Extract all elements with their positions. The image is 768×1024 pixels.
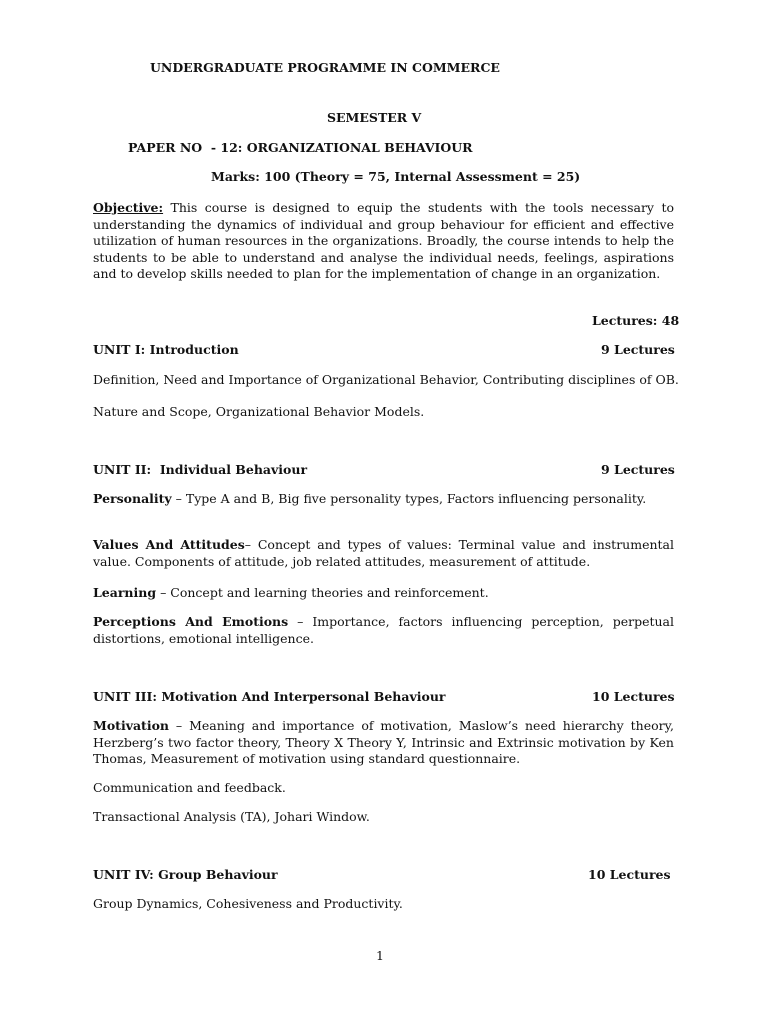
motivation-text: – Meaning and importance of motivation, Maslow’s need hierarchy theory, Herzberg’s two factor theory, Theory X Theory Y, Intrinsic and Extrinsic motivation by Ken Thomas, Measurement of motivation using standard questionnaire.	[93, 718, 674, 766]
unit-1-heading	[93, 342, 674, 357]
learning-text: – Concept and learning theories and reinforcement.	[156, 585, 489, 600]
objective-label: Objective:	[93, 200, 164, 215]
unit-3-heading	[93, 689, 674, 704]
programme-title: UNDERGRADUATE PROGRAMME IN COMMERCE	[150, 60, 500, 75]
values-text: – Concept and types of values: Terminal value and instrumental value. Components of attitude, job related attitudes, measurement of attitude.	[93, 537, 674, 569]
motivation-label: Motivation	[93, 718, 170, 733]
page-number: 1	[376, 948, 384, 963]
perceptions-text: – Importance, factors influencing perception, perpetual distortions, emotional intelligence.	[93, 614, 674, 646]
unit-3-line-2: Communication and feedback.	[93, 780, 286, 795]
personality-line	[93, 491, 646, 506]
unit-1-line-2: Nature and Scope, Organizational Behavior Models.	[93, 404, 425, 419]
unit-4-title: UNIT IV: Group Behaviour	[93, 867, 278, 882]
unit-4-line-1: Group Dynamics, Cohesiveness and Productivity.	[93, 896, 403, 911]
unit-2-heading	[93, 462, 674, 477]
unit-2-lectures: 9 Lectures	[601, 462, 675, 477]
objective-paragraph	[93, 200, 674, 283]
paper-title: PAPER NO - 12: ORGANIZATIONAL BEHAVIOUR	[128, 140, 473, 155]
learning-label: Learning	[93, 585, 157, 600]
personality-label: Personality	[93, 491, 172, 506]
perceptions-paragraph	[93, 614, 674, 647]
unit-3-line-3: Transactional Analysis (TA), Johari Window.	[93, 809, 370, 824]
unit-1-line-1: Definition, Need and Importance of Organizational Behavior, Contributing disciplines of OB.	[93, 372, 679, 387]
unit-4-lectures: 10 Lectures	[588, 867, 671, 882]
unit-3-lectures: 10 Lectures	[592, 689, 675, 704]
learning-line	[93, 585, 489, 600]
values-label: Values And Attitudes	[93, 537, 245, 552]
objective-text: This course is designed to equip the students with the tools necessary to understanding the dynamics of individual and group behaviour for efficient and effective utilization of human resources in the organizations. Broadly, the course intends to help the students to be able to understand and analyse the individual needs, feelings, aspirations and to develop skills needed to plan for the implementation of change in an organization.	[93, 200, 674, 281]
lectures-total: Lectures: 48	[592, 313, 680, 328]
values-paragraph	[93, 537, 674, 570]
semester-title: SEMESTER V	[327, 110, 422, 125]
motivation-paragraph	[93, 718, 674, 768]
personality-text: – Type A and B, Big five personality types, Factors influencing personality.	[171, 491, 647, 506]
unit-1-lectures: 9 Lectures	[601, 342, 675, 357]
unit-3-title: UNIT III: Motivation And Interpersonal Behaviour	[93, 689, 446, 704]
unit-2-title: UNIT II: Individual Behaviour	[93, 462, 308, 477]
marks-line: Marks: 100 (Theory = 75, Internal Assessment = 25)	[211, 169, 581, 184]
unit-4-heading	[93, 867, 674, 882]
perceptions-label: Perceptions And Emotions	[93, 614, 289, 629]
unit-1-title: UNIT I: Introduction	[93, 342, 239, 357]
